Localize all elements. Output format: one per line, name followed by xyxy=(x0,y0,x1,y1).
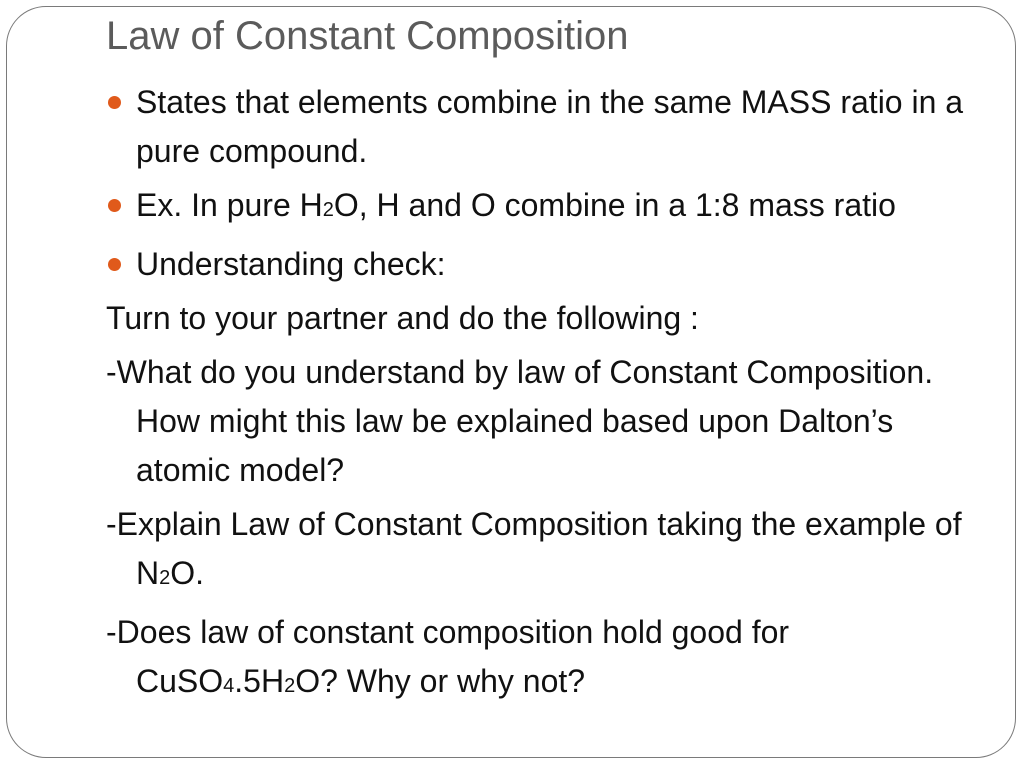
paragraph-text-part: O? Why or why not? xyxy=(295,663,586,699)
paragraph-text-part: -Explain Law of Constant Composition taking the example of N xyxy=(106,506,962,591)
paragraph-text: Turn to your partner and do the following : xyxy=(106,300,699,336)
paragraph-question-1 xyxy=(106,348,986,495)
bullet-text: States that elements combine in the same MASS ratio in a pure compound. xyxy=(136,84,964,169)
slide-title: Law of Constant Composition xyxy=(106,14,629,58)
bullet-dot-icon xyxy=(108,258,121,271)
bullet-dot-icon xyxy=(108,96,121,109)
bullet-dot-icon xyxy=(108,199,121,212)
slide-body xyxy=(106,78,986,716)
bullet-text: Understanding check: xyxy=(136,246,446,282)
bullet-text-part: O, H and O combine in a 1:8 mass ratio xyxy=(333,187,896,223)
paragraph-question-3 xyxy=(106,608,986,711)
bullet-item-understanding-check xyxy=(106,240,986,289)
subscript: 2 xyxy=(322,199,334,221)
subscript: 2 xyxy=(159,567,171,589)
paragraph-instruction xyxy=(106,294,986,343)
bullet-text-part: Ex. In pure H xyxy=(136,187,323,223)
paragraph-text: -What do you understand by law of Constant Composition. How might this law be explained based upon Dalton’s atomic model? xyxy=(106,354,934,488)
bullet-item-definition xyxy=(106,78,986,176)
paragraph-text-part: .5H xyxy=(234,663,285,699)
subscript: 2 xyxy=(284,675,296,697)
paragraph-question-2 xyxy=(106,500,986,603)
bullet-item-example xyxy=(106,181,986,235)
paragraph-text-part: O. xyxy=(170,555,205,591)
subscript: 4 xyxy=(223,675,235,697)
paragraph-text-part: -Does law of constant composition hold good for CuSO xyxy=(106,614,790,699)
